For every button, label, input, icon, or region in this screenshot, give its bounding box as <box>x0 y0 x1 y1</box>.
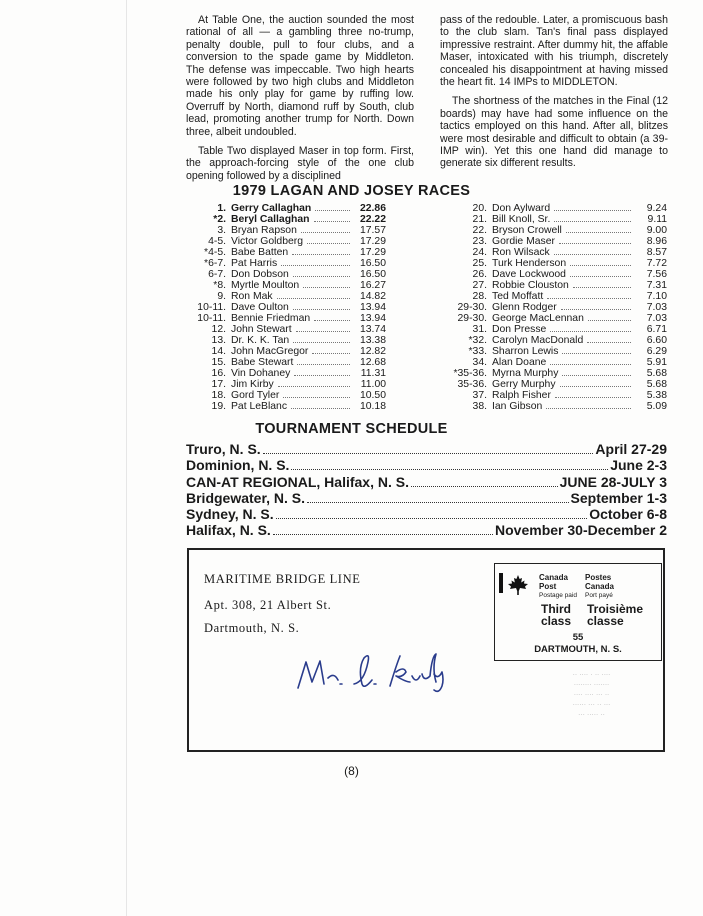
leader-dots <box>294 375 350 376</box>
schedule-row <box>186 522 667 538</box>
article-column-left <box>186 14 414 189</box>
race-rank: 9. <box>217 291 226 302</box>
race-rank: 28. <box>472 291 487 302</box>
race-player-name: Bill Knoll, Sr. <box>492 214 551 225</box>
race-rank: 12. <box>211 324 226 335</box>
race-row <box>433 401 667 412</box>
handwritten-signature <box>294 648 469 698</box>
race-score: 13.94 <box>359 302 386 313</box>
race-rank: 18. <box>211 390 226 401</box>
leader-dots <box>550 331 631 332</box>
race-player-name: Bennie Friedman <box>231 313 311 324</box>
leader-dots <box>555 397 631 398</box>
leader-dots <box>560 386 631 387</box>
leader-dots <box>573 287 631 288</box>
race-row <box>186 214 386 225</box>
races-heading: 1979 LAGAN AND JOSEY RACES <box>232 183 471 199</box>
race-score: 14.82 <box>359 291 386 302</box>
race-score: 7.31 <box>646 280 667 291</box>
indicia-third-class <box>541 603 571 627</box>
race-player-name: Beryl Callaghan <box>231 214 310 225</box>
tournament-schedule-list <box>186 441 667 539</box>
race-row <box>433 390 667 401</box>
indicia-french <box>585 573 614 600</box>
race-row <box>186 313 386 324</box>
leader-dots <box>570 265 631 266</box>
race-rank: 24. <box>472 247 487 258</box>
leader-dots <box>570 276 631 277</box>
indicia-bar <box>499 573 503 593</box>
race-score: 13.94 <box>359 313 386 324</box>
indicia-third-label: Third <box>541 602 571 616</box>
indicia-postes-label: Postes <box>585 573 612 582</box>
race-player-name: Ted Moffatt <box>492 291 544 302</box>
leader-dots <box>303 287 350 288</box>
race-rank: 17. <box>211 379 226 390</box>
leader-dots <box>312 353 350 354</box>
race-standings-right <box>433 203 667 412</box>
leader-dots <box>562 375 631 376</box>
article-paragraph: At Table One, the auction sounded the most rational of all — a gambling three no-trump, penalty double, pull to four clubs, and a conversion to the spade game by Middleton. The defense was impeccable. Two high hearts were followed by two high clubs and Middleton made his only play for game by ruffing low. Overruff by North, diamond ruff by South, club lead, promoting another trump for North. Down three, albeit undoubled. <box>186 14 414 138</box>
indicia-postage-paid-label: Postage paid <box>539 592 577 599</box>
schedule-date: October 6-8 <box>589 506 667 523</box>
race-row <box>433 258 667 269</box>
return-address-street: Apt. 308, 21 Albert St. <box>204 598 332 612</box>
race-score: 12.68 <box>359 357 386 368</box>
schedule-place: Bridgewater, N. S. <box>186 489 306 506</box>
return-address-name: MARITIME BRIDGE LINE <box>204 572 361 586</box>
race-player-name: Don Dobson <box>231 269 289 280</box>
race-row <box>433 225 667 236</box>
race-row <box>186 368 386 379</box>
race-score: 10.18 <box>359 401 386 412</box>
indicia-canada-label: Canada <box>539 573 568 582</box>
race-score: 16.27 <box>359 280 386 291</box>
race-row <box>433 214 667 225</box>
leader-dots <box>293 342 350 343</box>
race-rank: *35-36. <box>453 368 487 379</box>
article-column-right <box>440 14 668 177</box>
race-player-name: Gerry Murphy <box>492 379 556 390</box>
race-score: 22.22 <box>359 214 386 225</box>
race-player-name: Ralph Fisher <box>492 390 551 401</box>
race-row <box>433 269 667 280</box>
leader-dots <box>547 298 631 299</box>
postage-indicia <box>494 563 662 661</box>
race-player-name: Pat Harris <box>231 258 278 269</box>
race-player-name: Don Aylward <box>492 203 551 214</box>
race-score: 5.68 <box>646 368 667 379</box>
race-score: 9.00 <box>646 225 667 236</box>
race-row <box>186 324 386 335</box>
leader-dots <box>566 232 631 233</box>
schedule-row <box>186 506 667 522</box>
race-row <box>186 280 386 291</box>
indicia-troisieme-label: Troisième <box>587 602 644 616</box>
race-player-name: Ron Mak <box>231 291 273 302</box>
race-row <box>433 324 667 335</box>
race-rank: 15. <box>211 357 226 368</box>
return-address-city: Dartmouth, N. S. <box>204 621 300 635</box>
race-score: 8.96 <box>646 236 667 247</box>
race-row <box>433 368 667 379</box>
race-player-name: Ian Gibson <box>492 401 543 412</box>
race-rank: 29-30. <box>457 313 487 324</box>
race-score: 17.29 <box>359 236 386 247</box>
indicia-canada-fr-label: Canada <box>585 582 614 591</box>
race-score: 11.31 <box>360 368 386 379</box>
race-rank: 4-5. <box>208 236 226 247</box>
race-row <box>433 379 667 390</box>
page-number: (8) <box>344 764 359 778</box>
race-standings-left <box>186 203 386 412</box>
race-player-name: George MacLennan <box>492 313 584 324</box>
race-player-name: Gerry Callaghan <box>231 203 312 214</box>
leader-dots <box>276 518 588 519</box>
race-row <box>186 236 386 247</box>
schedule-place: Truro, N. S. <box>186 441 261 457</box>
schedule-row <box>186 474 667 490</box>
race-player-name: John Stewart <box>231 324 292 335</box>
race-player-name: Myrtle Moulton <box>231 280 300 291</box>
indicia-port-paye-label: Port payé <box>585 592 613 599</box>
race-player-name: Robbie Clouston <box>492 280 569 291</box>
race-rank: 22. <box>472 225 487 236</box>
schedule-date: April 27-29 <box>595 441 667 457</box>
race-row <box>186 247 386 258</box>
race-player-name: Dave Lockwood <box>492 269 566 280</box>
leader-dots <box>263 453 594 454</box>
schedule-row <box>186 441 667 457</box>
race-rank: 10-11. <box>197 302 226 313</box>
race-score: 5.09 <box>646 401 667 412</box>
schedule-place: Sydney, N. S. <box>186 506 274 523</box>
race-player-name: Pat LeBlanc <box>231 401 288 412</box>
race-score: 17.57 <box>359 225 386 236</box>
race-score: 7.03 <box>646 313 667 324</box>
indicia-permit-number: 55 <box>572 632 584 643</box>
schedule-row <box>186 490 667 506</box>
race-score: 5.91 <box>646 357 667 368</box>
race-rank: 25. <box>472 258 487 269</box>
schedule-place: Dominion, N. S. <box>186 457 290 474</box>
race-row <box>433 357 667 368</box>
race-rank: *6-7. <box>204 258 226 269</box>
race-rank: 3. <box>217 225 226 236</box>
race-rank: 23. <box>472 236 487 247</box>
race-row <box>433 280 667 291</box>
indicia-class-label: class <box>541 614 572 628</box>
leader-dots <box>297 364 350 365</box>
race-row <box>433 247 667 258</box>
leader-dots <box>291 408 350 409</box>
leader-dots <box>283 397 350 398</box>
race-rank: 26. <box>472 269 487 280</box>
race-row <box>186 357 386 368</box>
race-score: 13.74 <box>359 324 386 335</box>
race-player-name: Babe Stewart <box>231 357 294 368</box>
race-score: 16.50 <box>359 269 386 280</box>
race-rank: 14. <box>211 346 226 357</box>
race-rank: *4-5. <box>204 247 226 258</box>
race-player-name: Glenn Rodger <box>492 302 557 313</box>
leader-dots <box>291 469 608 470</box>
race-rank: 1. <box>217 203 226 214</box>
race-rank: 35-36. <box>457 379 487 390</box>
indicia-troisieme-classe <box>587 603 643 627</box>
race-rank: 13. <box>211 335 226 346</box>
race-rank: 19. <box>211 401 226 412</box>
race-player-name: John MacGregor <box>231 346 309 357</box>
race-rank: *2. <box>213 214 226 225</box>
race-rank: *8. <box>213 280 226 291</box>
race-score: 10.50 <box>359 390 386 401</box>
race-score: 6.29 <box>646 346 667 357</box>
race-player-name: Victor Goldberg <box>231 236 304 247</box>
race-player-name: Don Presse <box>492 324 547 335</box>
race-row <box>186 269 386 280</box>
leader-dots <box>307 502 568 503</box>
race-row <box>186 203 386 214</box>
race-rank: 6-7. <box>208 269 226 280</box>
race-player-name: Dave Oulton <box>231 302 289 313</box>
article-paragraph: Table Two displayed Maser in top form. First, the approach-forcing style of the one club opening followed by a disciplined <box>186 145 414 182</box>
race-player-name: Gord Tyler <box>231 390 280 401</box>
race-rank: 37. <box>472 390 487 401</box>
leader-dots <box>546 408 631 409</box>
race-score: 6.71 <box>646 324 667 335</box>
leader-dots <box>293 309 350 310</box>
race-score: 5.38 <box>646 390 667 401</box>
schedule-place: Halifax, N. S. <box>186 522 271 539</box>
race-player-name: Carolyn MacDonald <box>492 335 584 346</box>
race-score: 22.86 <box>359 203 386 214</box>
race-row <box>433 313 667 324</box>
indicia-english <box>539 573 577 600</box>
leader-dots <box>307 243 350 244</box>
race-rank: 29-30. <box>457 302 487 313</box>
leader-dots <box>554 221 631 222</box>
mailing-panel <box>187 548 665 752</box>
race-player-name: Vin Dohaney <box>231 368 291 379</box>
leader-dots <box>561 309 631 310</box>
race-row <box>186 291 386 302</box>
page-fold-line <box>126 0 127 916</box>
race-rank: 31. <box>472 324 487 335</box>
schedule-date: JUNE 28-JULY 3 <box>559 473 667 490</box>
race-row <box>433 291 667 302</box>
indicia-post-label: Post <box>539 582 557 591</box>
schedule-place: CAN-AT REGIONAL, Halifax, N. S. <box>186 473 409 490</box>
leader-dots <box>314 221 350 222</box>
race-row <box>433 203 667 214</box>
race-rank: 21. <box>472 214 487 225</box>
leader-dots <box>273 534 493 535</box>
race-player-name: Bryson Crowell <box>492 225 562 236</box>
leader-dots <box>277 298 350 299</box>
race-row <box>186 379 386 390</box>
race-score: 13.38 <box>359 335 386 346</box>
race-score: 6.60 <box>646 335 667 346</box>
article-paragraph: The shortness of the matches in the Final (12 boards) may have had some influence on the tactics employed on this hand. After all, blitzes were most desirable and difficult to obtain (a 39-IMP win). Yet this one hand did manage to generate six different results. <box>440 95 668 170</box>
race-score: 11.00 <box>360 379 386 390</box>
schedule-date: June 2-3 <box>610 457 667 474</box>
race-row <box>186 390 386 401</box>
race-row <box>186 346 386 357</box>
race-player-name: Alan Doane <box>492 357 547 368</box>
leader-dots <box>554 254 631 255</box>
leader-dots <box>314 320 350 321</box>
maple-leaf-icon <box>507 574 529 596</box>
leader-dots <box>293 276 350 277</box>
race-rank: 38. <box>472 401 487 412</box>
article-paragraph: pass of the redouble. Later, a promiscuous bash to the club slam. Tan's final pass displayed impressive restraint. After dummy hit, the affable Maser, intoxicated with his triumph, discretely concealed his disappointment at having missed the heart fit. 14 IMPs to MIDDLETON. <box>440 14 668 89</box>
race-player-name: Jim Kirby <box>231 379 274 390</box>
leader-dots <box>292 254 350 255</box>
leader-dots <box>296 331 350 332</box>
schedule-date: September 1-3 <box>570 489 667 506</box>
race-row <box>433 302 667 313</box>
leader-dots <box>587 342 631 343</box>
race-score: 9.11 <box>647 214 667 225</box>
race-player-name: Turk Henderson <box>492 258 567 269</box>
race-rank: 16. <box>211 368 226 379</box>
race-rank: 10-11. <box>197 313 226 324</box>
leader-dots <box>562 353 631 354</box>
leader-dots <box>281 265 350 266</box>
leader-dots <box>315 210 350 211</box>
race-score: 9.24 <box>646 203 667 214</box>
race-player-name: Myrna Murphy <box>492 368 559 379</box>
race-rank: *33. <box>468 346 487 357</box>
indicia-city: DARTMOUTH, N. S. <box>534 644 622 655</box>
race-score: 12.82 <box>359 346 386 357</box>
leader-dots <box>411 486 558 487</box>
race-player-name: Babe Batten <box>231 247 289 258</box>
leader-dots <box>550 364 631 365</box>
race-player-name: Ron Wilsack <box>492 247 550 258</box>
leader-dots <box>559 243 631 244</box>
race-row <box>186 258 386 269</box>
race-score: 7.10 <box>646 291 667 302</box>
race-player-name: Dr. K. K. Tan <box>231 335 290 346</box>
race-player-name: Bryan Rapson <box>231 225 297 236</box>
bleed-through-text: .. .... . .. .... ........ ....... .... .... ... .. ...... ... .. ... ... ..... .. <box>572 668 611 717</box>
race-score: 7.56 <box>646 269 667 280</box>
indicia-classe-label: classe <box>587 614 624 628</box>
race-row <box>186 401 386 412</box>
race-rank: 27. <box>472 280 487 291</box>
race-row <box>433 335 667 346</box>
leader-dots <box>278 386 350 387</box>
schedule-date: November 30-December 2 <box>495 522 667 539</box>
leader-dots <box>588 320 631 321</box>
race-score: 5.68 <box>646 379 667 390</box>
race-row <box>433 236 667 247</box>
race-score: 17.29 <box>359 247 386 258</box>
leader-dots <box>554 210 631 211</box>
leader-dots <box>301 232 350 233</box>
schedule-row <box>186 457 667 473</box>
race-player-name: Sharron Lewis <box>492 346 559 357</box>
race-rank: 34. <box>472 357 487 368</box>
race-row <box>186 225 386 236</box>
race-row <box>186 335 386 346</box>
race-rank: *32. <box>468 335 487 346</box>
race-score: 8.57 <box>646 247 667 258</box>
race-rank: 20. <box>472 203 487 214</box>
race-row <box>186 302 386 313</box>
race-score: 7.03 <box>646 302 667 313</box>
race-player-name: Gordie Maser <box>492 236 555 247</box>
race-score: 7.72 <box>646 258 667 269</box>
race-score: 16.50 <box>359 258 386 269</box>
race-row <box>433 346 667 357</box>
schedule-heading: TOURNAMENT SCHEDULE <box>255 421 448 437</box>
